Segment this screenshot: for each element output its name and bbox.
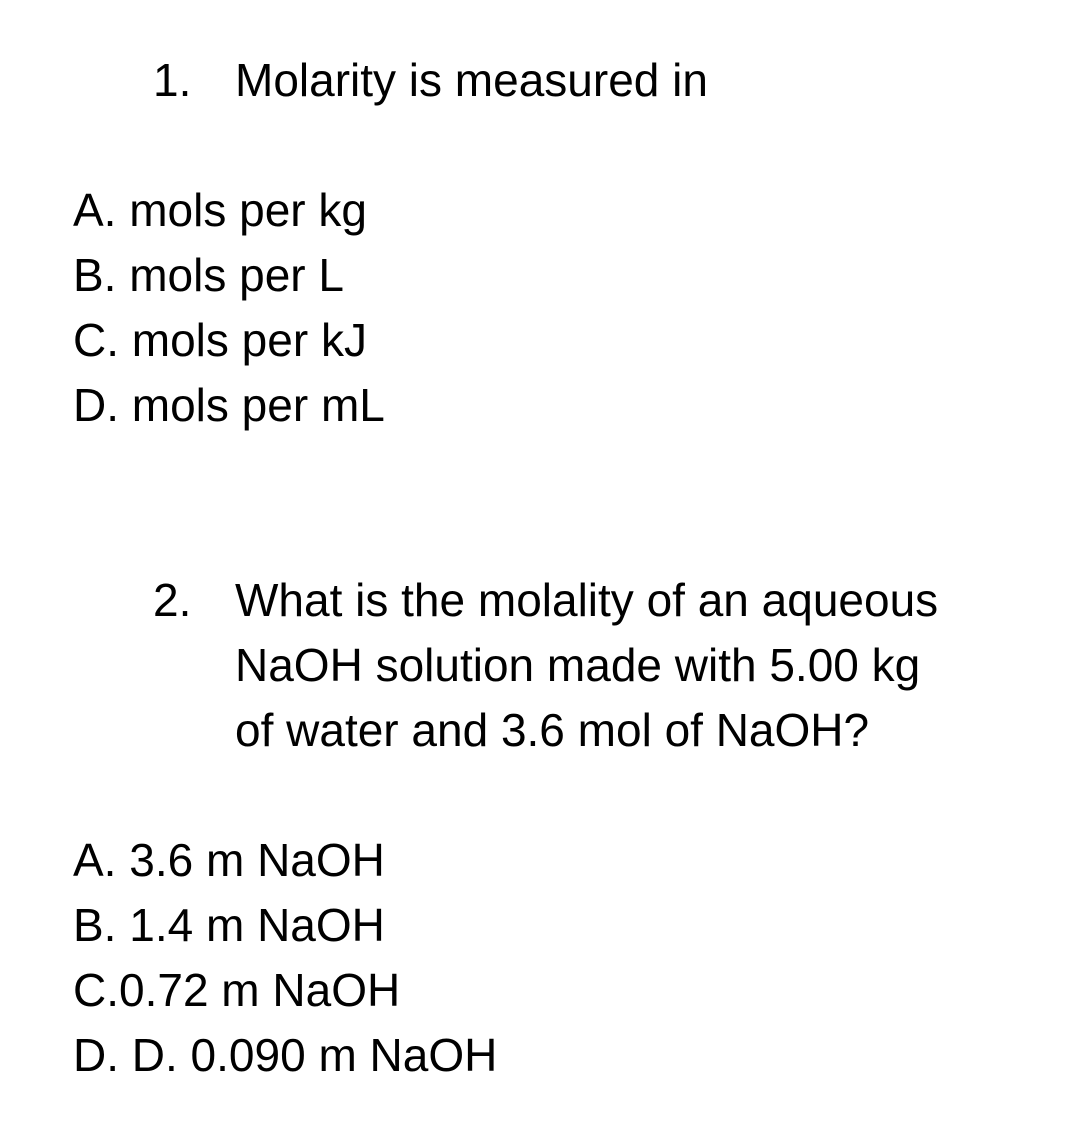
option-a: A. 3.6 m NaOH bbox=[73, 834, 385, 886]
answer-options-2 bbox=[73, 828, 497, 1088]
option-a: A. mols per kg bbox=[73, 184, 367, 236]
option-c: C.0.72 m NaOH bbox=[73, 964, 401, 1016]
option-b: B. mols per L bbox=[73, 249, 344, 301]
option-d: D. D. 0.090 m NaOH bbox=[73, 1029, 498, 1081]
option-c: C. mols per kJ bbox=[73, 314, 367, 366]
option-b: B. 1.4 m NaOH bbox=[73, 899, 385, 951]
question-text: Molarity is measured in bbox=[235, 54, 708, 106]
question-1 bbox=[153, 48, 1053, 118]
option-d: D. mols per mL bbox=[73, 379, 385, 431]
question-2 bbox=[153, 568, 1053, 768]
question-number: 1. bbox=[153, 54, 192, 106]
question-text: What is the molality of an aqueous NaOH solution made with 5.00 kg of water and 3.6 mol of NaOH? bbox=[235, 574, 939, 756]
answer-options-1 bbox=[73, 178, 385, 438]
question-number: 2. bbox=[153, 574, 192, 626]
